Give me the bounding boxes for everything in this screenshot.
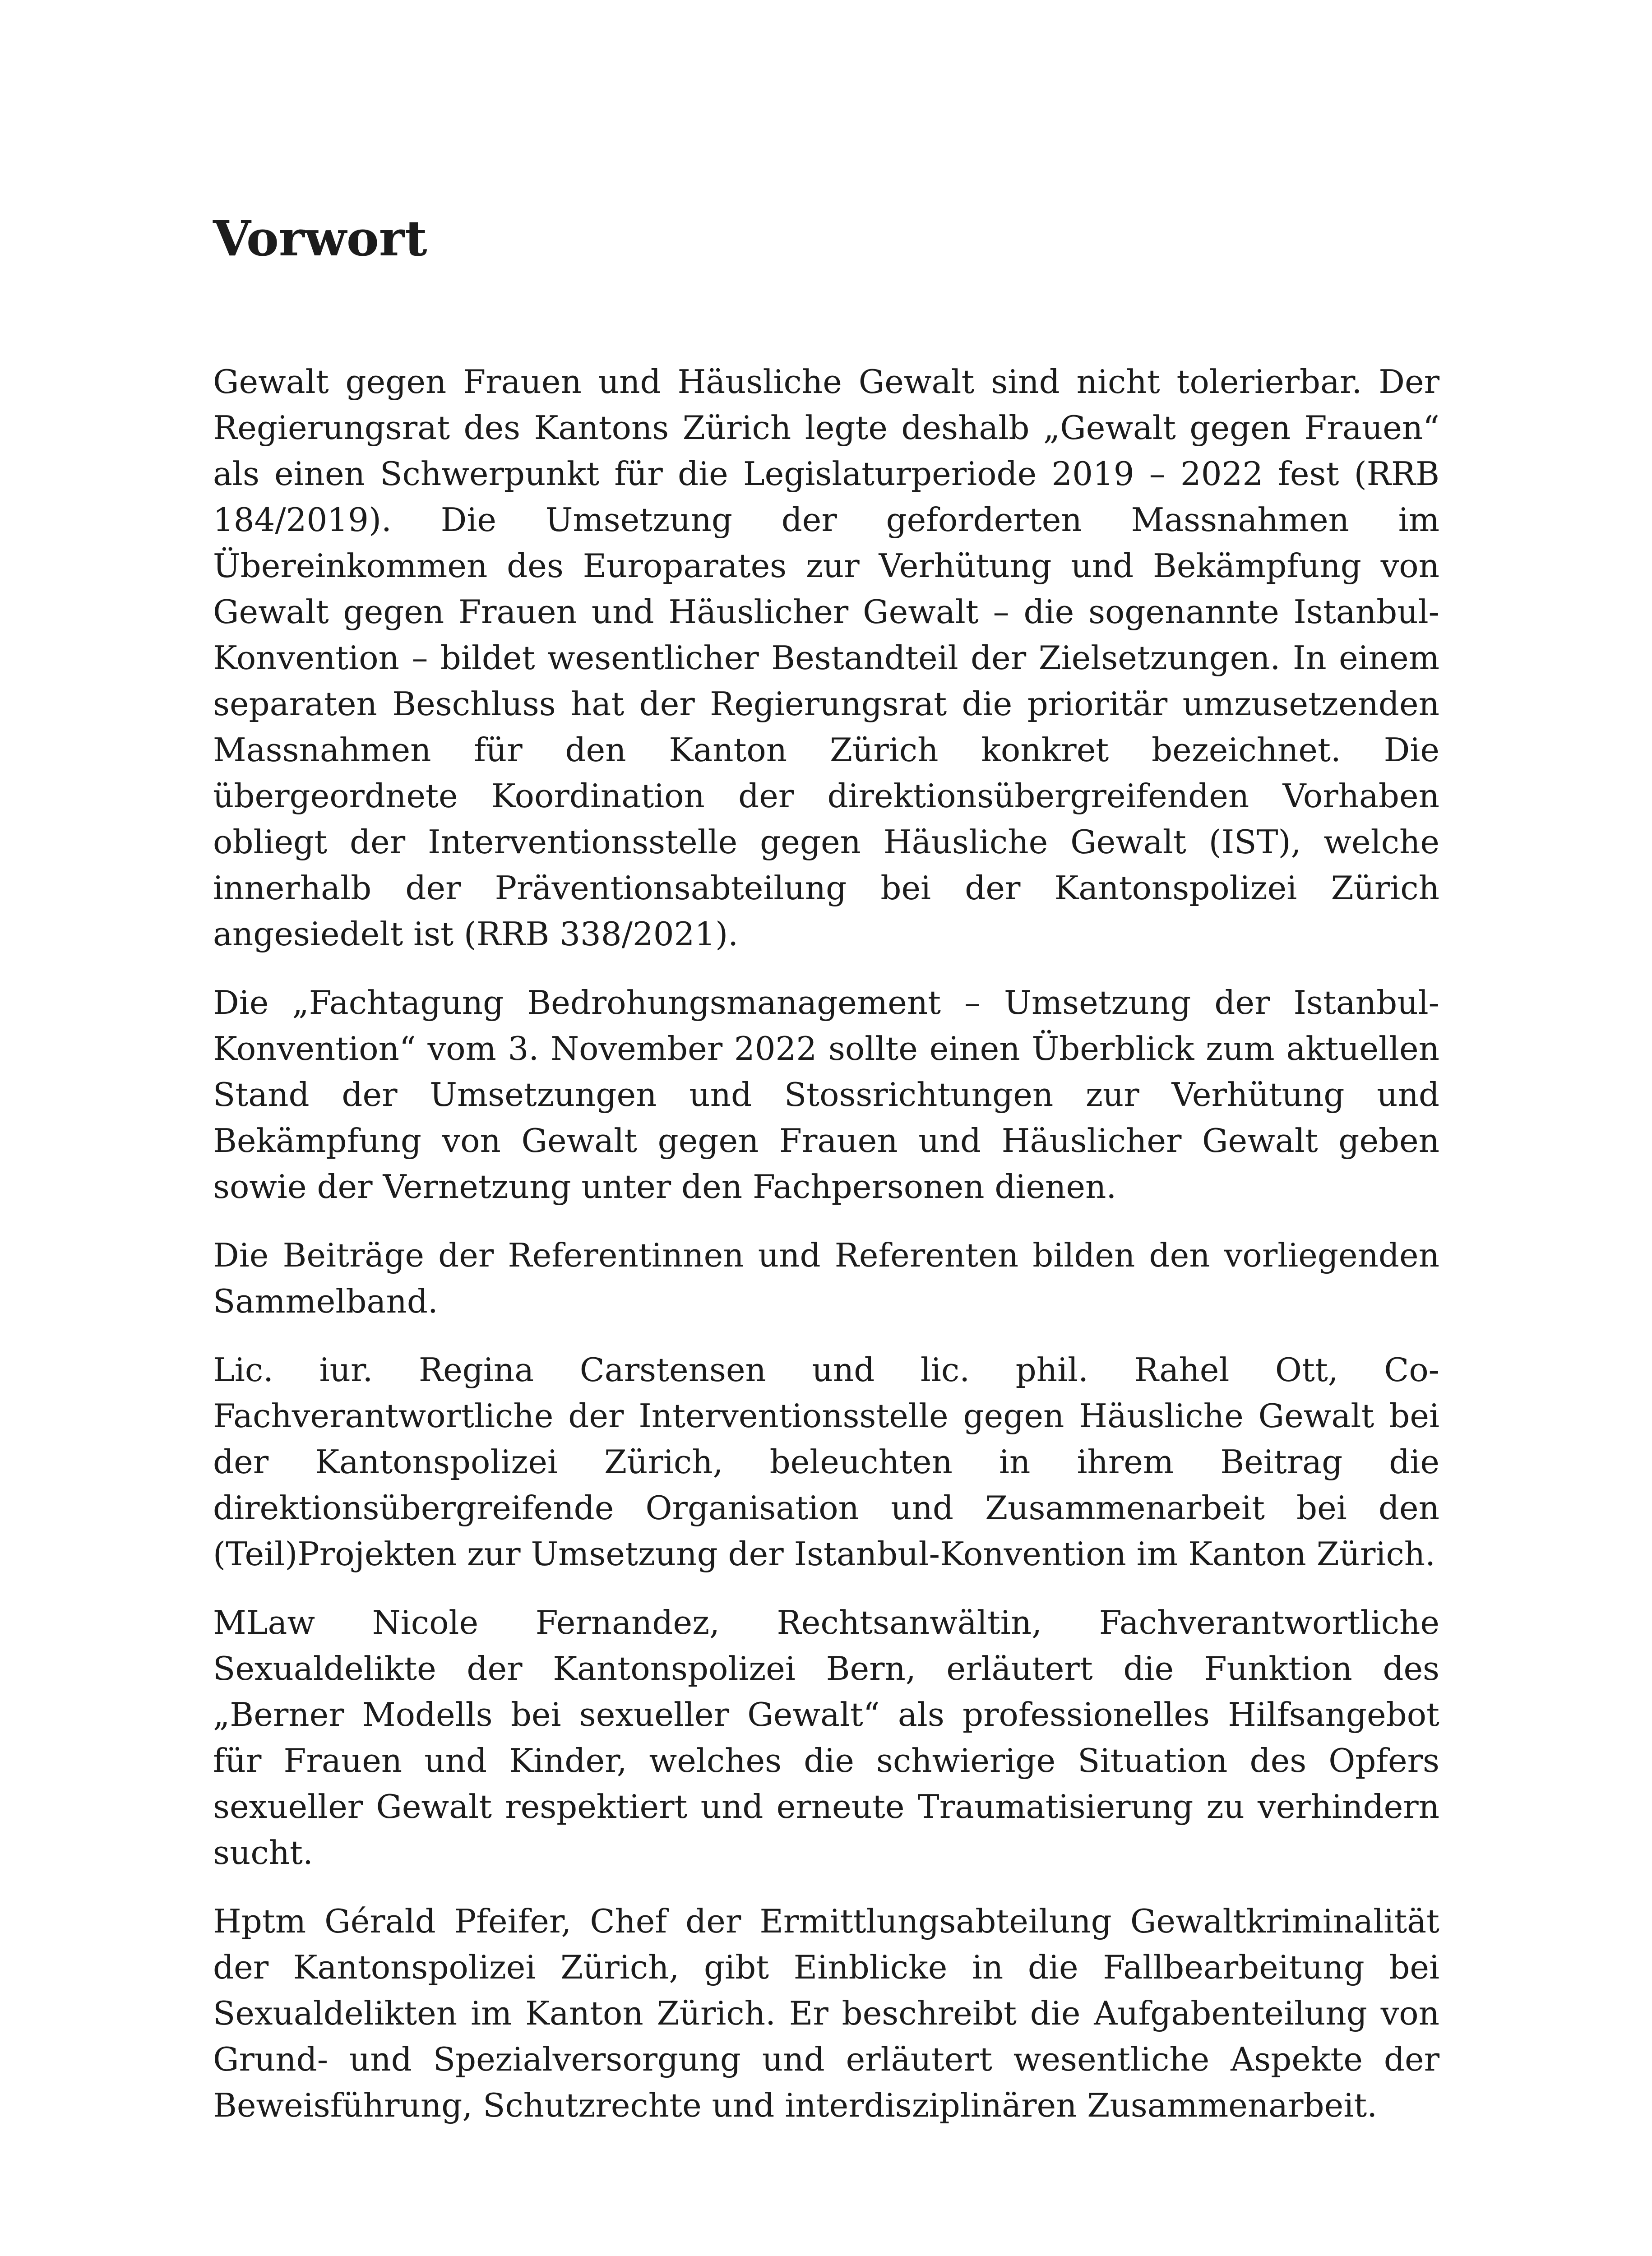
paragraph-carstensen-ott: Lic. iur. Regina Carstensen und lic. phil. Rahel Ott, Co-Fachverantwortliche der Interventionsstelle gegen Häusliche Gewalt bei der Kantonspolizei Zürich, beleuchten in ihrem Beitrag die direktionsübergreifende Organisation und Zusammenarbeit bei den (Teil)Projekten zur Umsetzung der Istanbul-Konvention im Kanton Zürich. <box>213 1351 1439 1573</box>
body-text <box>213 359 1439 2151</box>
paragraph-fachtagung: Die „Fachtagung Bedrohungsmanagement – Umsetzung der Istanbul-Konvention“ vom 3. November 2022 sollte einen Überblick zum aktuellen Stand der Umsetzungen und Stossrichtungen zur Verhütung und Bekämpfung von Gewalt gegen Frauen und Häuslicher Gewalt geben sowie der Vernetzung unter den Fachpersonen dienen. <box>213 984 1439 1206</box>
paragraph-pfeifer: Hptm Gérald Pfeifer, Chef der Ermittlungsabteilung Gewaltkriminalität der Kantonspolizei Zürich, gibt Einblicke in die Fallbearbeitung bei Sexualdelikten im Kanton Zürich. Er beschreibt die Aufgabenteilung von Grund- und Spezialversorgung und erläutert wesentliche Aspekte der Beweisführung, Schutzrechte und interdisziplinären Zusammenarbeit. <box>213 1902 1439 2124</box>
paragraph-fernandez: MLaw Nicole Fernandez, Rechtsanwältin, Fachverantwortliche Sexualdelikte der Kantonspolizei Bern, erläutert die Funktion des „Berner Modells bei sexueller Gewalt“ als professionelles Hilfsangebot für Frauen und Kinder, welches die schwierige Situation des Opfers sexueller Gewalt respektiert und erneute Traumatisierung zu verhindern sucht. <box>213 1604 1439 1872</box>
paragraph-sammelband: Die Beiträge der Referentinnen und Referenten bilden den vorliegenden Sammelband. <box>213 1236 1439 1320</box>
paragraph-intro: Gewalt gegen Frauen und Häusliche Gewalt sind nicht tolerierbar. Der Regierungsrat des Kantons Zürich legte deshalb „Gewalt gegen Frauen“ als einen Schwerpunkt für die Legislaturperiode 2019 – 2022 fest (RRB 184/2019). Die Umsetzung der geforderten Massnahmen im Übereinkommen des Europarates zur Verhütung und Bekämpfung von Gewalt gegen Frauen und Häuslicher Gewalt – die sogenannte Istanbul-Konvention – bildet wesentlicher Bestandteil der Zielsetzungen. In einem separaten Beschluss hat der Regierungsrat die prioritär umzusetzenden Massnahmen für den Kanton Zürich konkret bezeichnet. Die übergeordnete Koordination der direktionsübergreifenden Vorhaben obliegt der Interventionsstelle gegen Häusliche Gewalt (IST), welche innerhalb der Präventionsabteilung bei der Kantonspolizei Zürich angesiedelt ist (RRB 338/2021). <box>213 363 1439 953</box>
page-heading: Vorwort <box>213 210 427 267</box>
